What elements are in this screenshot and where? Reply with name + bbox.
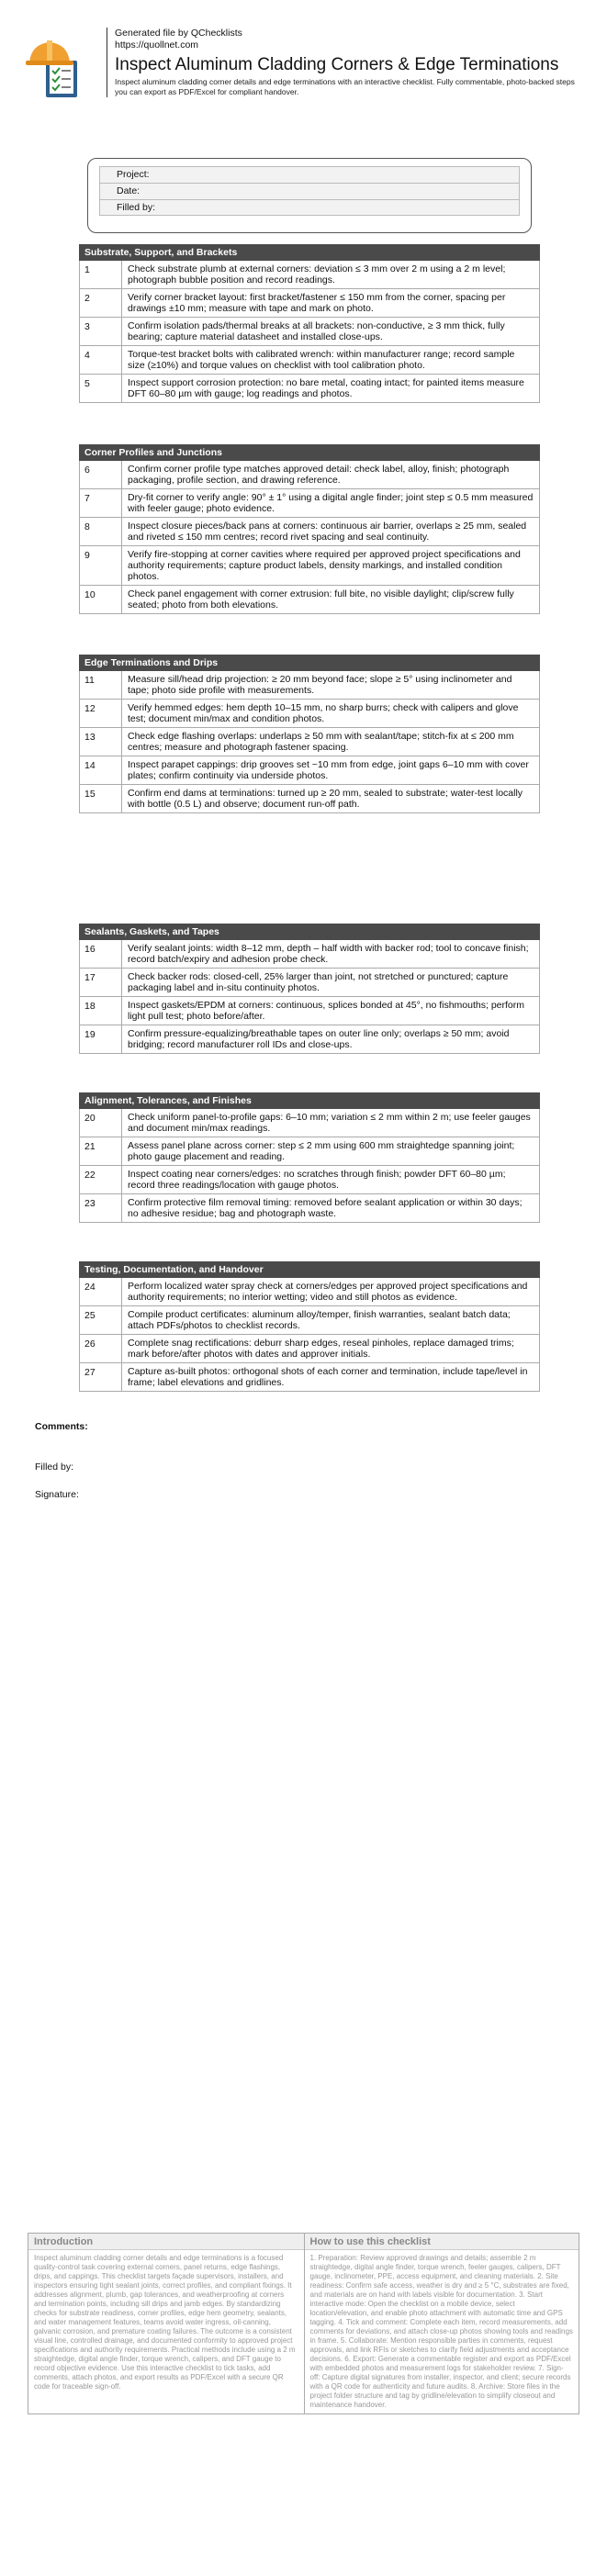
how-to-title: How to use this checklist <box>305 2234 579 2250</box>
introduction-title: Introduction <box>28 2234 304 2250</box>
checklist-row[interactable] <box>79 518 540 546</box>
item-number: 25 <box>80 1306 122 1334</box>
item-number: 4 <box>80 346 122 374</box>
section-edge-terminations <box>79 655 540 813</box>
item-number: 3 <box>80 318 122 345</box>
item-number: 6 <box>80 461 122 488</box>
section-substrate <box>79 244 540 403</box>
checklist-row[interactable] <box>79 785 540 813</box>
section-title: Alignment, Tolerances, and Finishes <box>79 1092 540 1109</box>
page-title: Inspect Aluminum Cladding Corners & Edge Terminations <box>115 55 559 74</box>
page-subtitle: Inspect aluminum cladding corner details and edge terminations with an interactive checklist. Fully commentable, photo-backed steps you can export as PDF/Excel for compliant handover. <box>115 77 575 96</box>
item-number: 11 <box>80 671 122 699</box>
item-number: 12 <box>80 700 122 727</box>
section-title: Edge Terminations and Drips <box>79 655 540 671</box>
checklist-row[interactable] <box>79 1025 540 1054</box>
checklist-row[interactable] <box>79 546 540 586</box>
generated-by: Generated file by QChecklists <box>115 28 242 39</box>
item-number: 20 <box>80 1109 122 1137</box>
checklist-row[interactable] <box>79 1306 540 1335</box>
item-number: 18 <box>80 997 122 1025</box>
checklist-row[interactable] <box>79 997 540 1025</box>
item-text: Compile product certificates: aluminum alloy/temper, finish warranties, sealant batch data; attach PDFs/photos to checklist records. <box>128 1309 511 1331</box>
filled-by-label: Filled by: <box>35 1462 74 1473</box>
signature-label: Signature: <box>35 1489 79 1500</box>
header-text <box>107 28 584 97</box>
item-text: Verify fire-stopping at corner cavities where required per approved project specifications and authority requirements; capture product labels, density markings, and installed condition photos. <box>128 549 521 582</box>
source-url[interactable]: https://quollnet.com <box>115 39 199 50</box>
checklist-row[interactable] <box>79 671 540 700</box>
item-number: 22 <box>80 1166 122 1193</box>
checklist-row[interactable] <box>79 318 540 346</box>
item-text: Perform localized water spray check at corners/edges per approved project specifications and authority requirements; no interior wetting; video and still photos as evidence. <box>128 1281 528 1303</box>
checklist-row[interactable] <box>79 940 540 969</box>
item-text: Inspect coating near corners/edges: no scratches through finish; powder DFT 60–80 µm; record three readings/location with gauge photos. <box>128 1169 506 1191</box>
item-number: 13 <box>80 728 122 756</box>
item-number: 16 <box>80 940 122 968</box>
item-text: Inspect support corrosion protection: no bare metal, coating intact; for painted items measure DFT 60–80 µm with gauge; log readings and photos. <box>128 377 524 399</box>
item-number: 27 <box>80 1363 122 1391</box>
section-testing <box>79 1261 540 1392</box>
item-number: 26 <box>80 1335 122 1362</box>
item-text: Verify hemmed edges: hem depth 10–15 mm, no sharp burrs; check with calipers and glove test; document min/max and condition photos. <box>128 702 519 724</box>
checklist-row[interactable] <box>79 1363 540 1392</box>
section-alignment <box>79 1092 540 1223</box>
item-number: 19 <box>80 1025 122 1053</box>
section-title: Corner Profiles and Junctions <box>79 444 540 461</box>
date-field[interactable]: Date: <box>99 183 520 199</box>
checklist-row[interactable] <box>79 489 540 518</box>
checklist-row[interactable] <box>79 461 540 489</box>
checklist-row[interactable] <box>79 1278 540 1306</box>
item-text: Confirm corner profile type matches approved detail: check label, alloy, finish; photograph packaging, profile section, and drawing reference. <box>128 464 510 486</box>
checklist-row[interactable] <box>79 346 540 375</box>
item-text: Check uniform panel-to-profile gaps: 6–10 mm; variation ≤ 2 mm within 2 m; use feeler gauges and document min/max readings. <box>128 1112 531 1134</box>
section-corner-profiles <box>79 444 540 614</box>
checklist-row[interactable] <box>79 1137 540 1166</box>
item-number: 15 <box>80 785 122 812</box>
project-field[interactable]: Project: <box>99 166 520 183</box>
checklist-row[interactable] <box>79 1194 540 1223</box>
section-title: Testing, Documentation, and Handover <box>79 1261 540 1278</box>
item-number: 5 <box>80 375 122 402</box>
info-panel <box>28 2233 579 2414</box>
item-number: 9 <box>80 546 122 585</box>
item-text: Torque-test bracket bolts with calibrated wrench: within manufacturer range; record sample size (≥10%) and torque values on checklist with tool calibration photo. <box>128 349 515 371</box>
item-text: Check substrate plumb at external corners: deviation ≤ 3 mm over 2 m using a 2 m level; photograph bubble position and record readings. <box>128 263 506 286</box>
item-number: 21 <box>80 1137 122 1165</box>
section-title: Substrate, Support, and Brackets <box>79 244 540 261</box>
checklist-row[interactable] <box>79 261 540 289</box>
checklist-row[interactable] <box>79 586 540 614</box>
checklist-row[interactable] <box>79 1166 540 1194</box>
section-sealants <box>79 924 540 1054</box>
item-text: Check edge flashing overlaps: underlaps ≥ 50 mm with sealant/tape; stitch-fix at ≤ 200 mm centres; measure and photograph fastener spacing. <box>128 731 514 753</box>
checklist-row[interactable] <box>79 1335 540 1363</box>
introduction-column <box>28 2234 304 2414</box>
checklist-row[interactable] <box>79 1109 540 1137</box>
item-number: 8 <box>80 518 122 545</box>
item-number: 23 <box>80 1194 122 1222</box>
item-text: Dry-fit corner to verify angle: 90° ± 1° using a digital angle finder; joint step ≤ 0.5 mm measured with feeler gauge; photo evidence. <box>128 492 534 514</box>
item-text: Verify corner bracket layout: first bracket/fastener ≤ 150 mm from the corner, spacing per drawings ±10 mm; measure with tape and mark on photo. <box>128 292 506 314</box>
item-number: 1 <box>80 261 122 288</box>
item-text: Check backer rods: closed-cell, 25% larger than joint, not stretched or punctured; capture packaging label and in-situ continuity photos. <box>128 971 509 993</box>
comments-label: Comments: <box>35 1421 88 1432</box>
filled-by-field[interactable]: Filled by: <box>99 199 520 216</box>
item-number: 10 <box>80 586 122 613</box>
checklist-row[interactable] <box>79 756 540 785</box>
item-number: 17 <box>80 969 122 996</box>
how-to-column <box>304 2234 579 2414</box>
item-number: 14 <box>80 756 122 784</box>
checklist-row[interactable] <box>79 375 540 403</box>
hardhat-checklist-logo-icon <box>26 37 90 101</box>
item-text: Confirm isolation pads/thermal breaks at all brackets: non-conductive, ≥ 3 mm thick, fully bearing; capture material datasheet and installed close-ups. <box>128 320 505 342</box>
item-text: Capture as-built photos: orthogonal shots of each corner and termination, include tape/level in frame; label elevations and gridlines. <box>128 1366 528 1388</box>
item-text: Measure sill/head drip projection: ≥ 20 mm beyond face; slope ≥ 5° using inclinometer and tape; photo side profile with measurements. <box>128 674 512 696</box>
item-text: Confirm protective film removal timing: removed before sealant application or within 30 days; no adhesive residue; bag and photograph waste. <box>128 1197 523 1219</box>
item-text: Assess panel plane across corner: step ≤ 2 mm using 600 mm straightedge spanning joint; photo gauge placement and reading. <box>128 1140 515 1162</box>
checklist-row[interactable] <box>79 289 540 318</box>
header <box>26 28 577 129</box>
item-text: Inspect gaskets/EPDM at corners: continuous, splices bonded at 45°, no fishmouths; perform light pull test; photo before/after. <box>128 1000 525 1022</box>
item-text: Complete snag rectifications: deburr sharp edges, reseal pinholes, replace damaged trims; mark before/after photos with dates and approver initials. <box>128 1338 514 1360</box>
item-number: 7 <box>80 489 122 517</box>
introduction-text: Inspect aluminum cladding corner details and edge terminations is a focused quality-control task covering external corners, panel returns, edge flashings, drips, and cappings. This checklist targets façade supervisors, installers, and inspectors ensuring tight sealant joints, correct profiles, and compliant fixings. It addresses alignment, plumb, gap tolerances, and weatherproofing at corners and termination points, including sill drips and jamb edges. By standardizing checks for substrate readiness, corner profiles, edge hem geometry, sealants, and water management features, teams avoid water ingress, oil-canning, galvanic corrosion, and premature coating failures. The outcome is a consistent visual line, controlled drainage, and documented conformity to approved project specifications and authority requirements. Practical methods include using a 2 m straightedge, digital angle finder, torque wrench, calipers, and DFT gauge to record objective evidence. Use this interactive checklist to tick tasks, add comments, attach photos, and export results as PDF/Excel with a secure QR code for traceable sign-off. <box>34 2254 296 2391</box>
item-text: Inspect parapet cappings: drip grooves set ~10 mm from edge, joint gaps 6–10 mm with cover plates; confirm continuity via underside photos. <box>128 759 529 781</box>
checklist-row[interactable] <box>79 969 540 997</box>
item-text: Verify sealant joints: width 8–12 mm, depth – half width with backer rod; tool to concave finish; record batch/expiry and adhesion probe check. <box>128 943 529 965</box>
item-text: Check panel engagement with corner extrusion: full bite, no visible daylight; clip/screw fully seated; photo from both elevations. <box>128 588 514 610</box>
checklist-row[interactable] <box>79 728 540 756</box>
project-info-box <box>87 158 532 233</box>
item-number: 24 <box>80 1278 122 1305</box>
item-number: 2 <box>80 289 122 317</box>
how-to-text: 1. Preparation: Review approved drawings and details; assemble 2 m straightedge, digital angle finder, torque wrench, feeler gauges, calipers, DFT gauge, inclinometer, PPE, access equipment, and cleaning materials. 2. Site readiness: Confirm safe access, weather is dry and ≥ 5 °C, substrates are fixed, and materials are on hand with labels visible for documentation. 3. Start interactive mode: Open the checklist on a mobile device, select location/elevation, and enable photo attachment with automatic time and GPS tagging. 4. Tick and comment: Complete each item, record measurements, add comments for deviations, and attach close-up photos showing tools and readings in frame. 5. Collaborate: Mention responsible parties in comments, request approvals, and link RFIs or sketches to clarify field adjustments and acceptance decisions. 6. Export: Generate a commentable register and export as PDF/Excel with embedded photos and measurement logs for stakeholder review. 7. Sign-off: Capture digital signatures from installer, inspector, and client; secure records with a QR code for authenticity and future audits. 8. Archive: Store files in the project folder structure and tag by gridline/elevation to simplify closeout and maintenance handover. <box>309 2254 573 2409</box>
item-text: Inspect closure pieces/back pans at corners: continuous air barrier, overlaps ≥ 25 mm, sealed and riveted ≤ 150 mm centres; record rivet spacing and seal continuity. <box>128 521 527 543</box>
item-text: Confirm end dams at terminations: turned up ≥ 20 mm, sealed to substrate; water-test locally with bottle (0.5 L) and observe; document run-off path. <box>128 788 523 810</box>
item-text: Confirm pressure-equalizing/breathable tapes on outer line only; overlaps ≥ 50 mm; avoid bridging; record manufacturer roll IDs and close-ups. <box>128 1028 510 1050</box>
section-title: Sealants, Gaskets, and Tapes <box>79 924 540 940</box>
checklist-row[interactable] <box>79 700 540 728</box>
